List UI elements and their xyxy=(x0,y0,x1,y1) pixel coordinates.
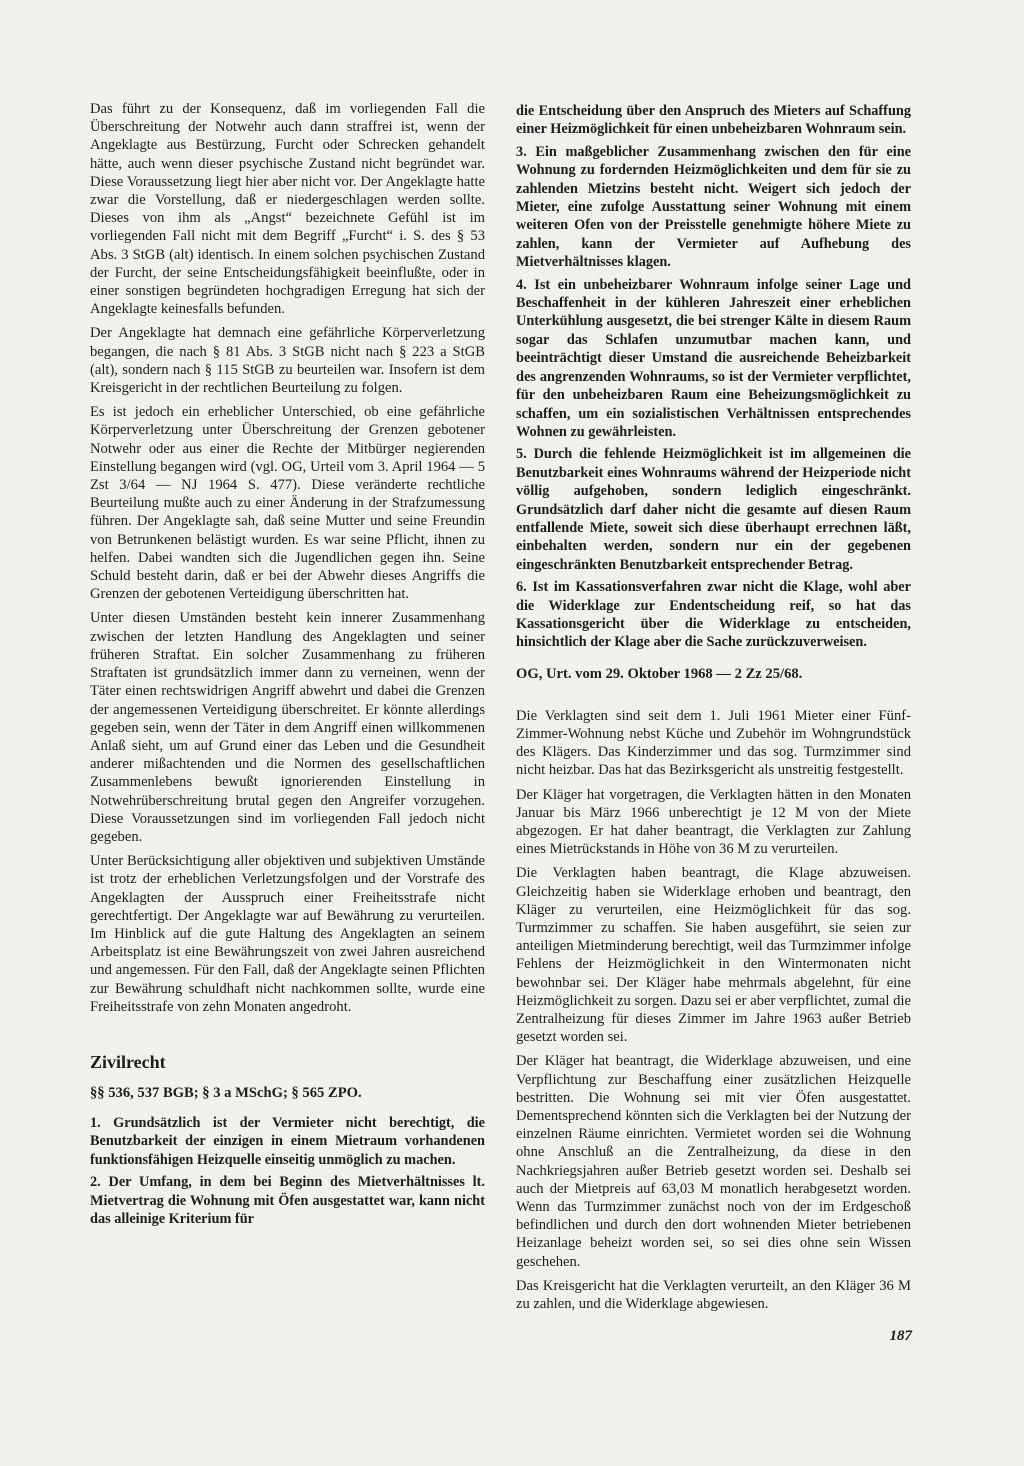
body-paragraph: Die Verklagten sind seit dem 1. Juli 1961 Mieter einer Fünf-Zimmer-Wohnung nebst Küche und Zubehör im Wohngrundstück des Klägers. Das Kinderzimmer und das sog. Turmzimmer sind nicht heizbar. Das hat das Bezirksgericht als unstreitig festgestellt. xyxy=(516,707,911,779)
court-citation: OG, Urt. vom 29. Oktober 1968 — 2 Zz 25/68. xyxy=(516,665,803,682)
headnote: 4. Ist ein unbeheizbarer Wohnraum infolge seiner Lage und Beschaffenheit in der kühleren Jahreszeit einer erheblichen Unterkühlung ausgesetzt, die bei strenger Kälte in diesem Raum sogar das Schlafen unzumutbar machen kann, und beeinträchtigt dieser Umstand die ausreichende Beheizbarkeit des angrenzenden Wohnraums, so ist der Vermieter verpflichtet, für den unbeheizbaren Raum eine Beheizungsmöglichkeit zu schaffen, um ein sozialistischen Verhältnissen entsprechendes Wohnen zu gewährleisten. xyxy=(516,276,911,440)
body-paragraph: Unter diesen Umständen besteht kein innerer Zusammenhang zwischen der letzten Handlung des Angeklagten und seiner früheren Straftat. Ein solcher Zusammenhang zu früheren Straftaten ist grundsätzlich immer dann zu verneinen, wenn der Täter einen rechtswidrigen Angriff abwehrt und dabei die Grenzen der angemessenen Verteidigung überschreitet. Er könnte allerdings gegeben sein, wenn der Täter in dem Angriff einen willkommenen Anlaß sieht, um auf Grund einer das Leben und die Gesundheit anderer mißachtenden und die Normen des gesellschaftlichen Zusammenlebens bewußt ignorierenden Einstellung in Notwehrüberschreitung brutal gegen den Angreifer vorzugehen. Diese Voraussetzungen sind im vorliegenden Fall jedoch nicht gegeben. xyxy=(90,610,485,845)
headnotes xyxy=(90,1114,485,1228)
headnote: 5. Durch die fehlende Heizmöglichkeit ist im allgemeinen die Benutzbarkeit eines Wohnraums während der Heizperiode nicht völlig aufgehoben, sondern lediglich eingeschränkt. Grundsätzlich darf daher nicht die gesamte auf diesen Raum entfallende Miete, soweit sich diese überhaupt errechnen läßt, einbehalten werden, sondern nur ein der gegebenen eingeschränkten Benutzbarkeit entsprechender Betrag. xyxy=(516,446,911,573)
section-heading: Zivilrecht xyxy=(90,1051,166,1072)
headnote: 3. Ein maßgeblicher Zusammenhang zwischen den für eine Wohnung zu fordernden Heizmöglichkeiten und dem für sie zu zahlenden Mietzins besteht nicht. Weigert sich jedoch der Mieter, eine zufolge Ausstattung seiner Wohnung mit einem weiteren Ofen von der Preisstelle genehmigte höhere Miete zu zahlen, kann der Vermieter auf Aufhebung des Mietverhältnisses klagen. xyxy=(516,143,911,271)
headnote: die Entscheidung über den Anspruch des Mieters auf Schaffung einer Heizmöglichkeit für einen unbeheizbaren Wohnraum sein. xyxy=(516,103,911,138)
headnotes xyxy=(516,102,911,652)
statute-references: §§ 536, 537 BGB; § 3 a MSchG; § 565 ZPO. xyxy=(90,1084,362,1101)
headnote: 1. Grundsätzlich ist der Vermieter nicht berechtigt, die Benutzbarkeit der einzigen in einem Mietraum vorhandenen funktionsfähigen Heizquelle einseitig unmöglich zu machen. xyxy=(90,1114,485,1168)
headnote: 6. Ist im Kassationsverfahren zwar nicht die Klage, wohl aber die Widerklage zur Endentscheidung reif, so hat das Kassationsgericht über die Widerklage zu entscheiden, hinsichtlich der Klage aber die Sache zurückzuverweisen. xyxy=(516,579,911,651)
body-paragraph: Der Kläger hat beantragt, die Widerklage abzuweisen, und eine Verpflichtung zur Beschaffung einer zusätzlichen Heizquelle bestritten. Die Wohnung sei mit vier Öfen ausgestattet. Dementsprechend könnten sich die Verklagten bei der Nutzung der einzelnen Räume einrichten. Vermietet worden sei die Wohnung ohne Anschluß an die Zentralheizung, da diese in den Nachkriegsjahren außer Betrieb gesetzt worden sei. Deshalb sei auch der Mietpreis auf 63,03 M monatlich herabgesetzt worden. Wenn das Turmzimmer zunächst noch von der im Erdgeschoß befindlichen und durch den dort wohnenden Mieter betriebenen Heizanlage beheizt worden sei, so sei dies ohne sein Wissen geschehen. xyxy=(516,1053,911,1270)
body-paragraph: Das Kreisgericht hat die Verklagten verurteilt, an den Kläger 36 M zu zahlen, und die Widerklage abgewiesen. xyxy=(516,1277,911,1313)
body-paragraph: Das führt zu der Konsequenz, daß im vorliegenden Fall die Überschreitung der Notwehr auch dann straffrei ist, wenn der Angeklagte aus Bestürzung, Furcht oder Schrecken gehandelt hätte, auch wenn dieser psychische Zustand nicht begründet war. Diese Voraussetzung liegt hier aber nicht vor. Der Angeklagte hatte zwar die Vorstellung, daß er niedergeschlagen werden sollte. Dieses von ihm als „Angst“ bezeichnete Gefühl ist im vorliegenden Fall nicht mit dem Begriff „Furcht“ i. S. des § 53 Abs. 3 StGB (alt) identisch. In einem solchen psychischen Zustand der Furcht, der seine Entscheidungsfähigkeit beeinflußte, oder in einer sonstigen begründeten hochgradigen Erregung hat sich der Angeklagte keinesfalls befunden. xyxy=(90,101,485,318)
body-paragraph: Unter Berücksichtigung aller objektiven und subjektiven Umstände ist trotz der erheblichen Verletzungsfolgen und der Vorstrafe des Angeklagten der Ausspruch einer Freiheitsstrafe nicht gerechtfertigt. Der Angeklagte war auf Bewährung zu verurteilen. Im Hinblick auf die gute Haltung des Angeklagten an seinem Arbeitsplatz ist eine Bewährungszeit von zwei Jahren ausreichend und angemessen. Für den Fall, daß der Angeklagte seinen Pflichten zur Bewährung schuldhaft nicht nachkommen sollte, wurde eine Freiheitsstrafe von zehn Monaten angedroht. xyxy=(90,853,485,1015)
right-column xyxy=(516,102,911,1319)
body-paragraph: Die Verklagten haben beantragt, die Klage abzuweisen. Gleichzeitig haben sie Widerklage erhoben und beantragt, den Kläger zu verurteilen, eine Heizmöglichkeit für das sog. Turmzimmer zu schaffen. Sie haben ausgeführt, sie seien zur anteiligen Mietminderung berechtigt, weil das Turmzimmer infolge Fehlens der Heizmöglichkeit in den Wintermonaten nicht bewohnbar sei. Der Kläger habe mehrmals abgelehnt, für eine Heizmöglichkeit zu sorgen. Dazu sei er aber verpflichtet, zumal die Zentralheizung für dieses Zimmer im Jahre 1963 außer Betrieb gesetzt worden sei. xyxy=(516,865,911,1046)
page-number: 187 xyxy=(889,1328,912,1344)
headnote: 2. Der Umfang, in dem bei Beginn des Mietverhältnisses lt. Mietvertrag die Wohnung mit Öfen ausgestattet war, kann nicht das alleinige Kriterium für xyxy=(90,1174,485,1227)
body-paragraph: Es ist jedoch ein erheblicher Unterschied, ob eine gefährliche Körperverletzung unter Überschreitung der Grenzen gebotener Notwehr oder aus einer die Rechte der Mitbürger negierenden Einstellung begangen wird (vgl. OG, Urteil vom 3. April 1964 — 5 Zst 3/64 — NJ 1964 S. 477). Diese veränderte rechtliche Beurteilung mußte auch zu einer Änderung in der Strafzumessung führen. Der Angeklagte sah, daß seine Mutter und seine Freundin von Betrunkenen belästigt wurden. Es war seine Pflicht, ihnen zu helfen. Dabei wandten sich die Jugendlichen gegen ihn. Seine Schuld besteht darin, daß er bei der Abwehr dieses Angriffs die Grenzen der gebotenen Verteidigung überschritten hat. xyxy=(90,404,485,603)
left-column xyxy=(90,100,485,1232)
body-paragraph: Der Kläger hat vorgetragen, die Verklagten hätten in den Monaten Januar bis März 1966 unberechtigt je 12 M von der Miete abgezogen. Er hat daher beantragt, die Verklagten zur Zahlung eines Mietrückstands in Höhe von 36 M zu verurteilen. xyxy=(516,786,911,858)
body-paragraph: Der Angeklagte hat demnach eine gefährliche Körperverletzung begangen, die nach § 81 Abs. 3 StGB nicht nach § 223 a StGB (alt), sondern nach § 115 StGB zu beurteilen war. Insofern ist dem Kreisgericht in der rechtlichen Beurteilung zu folgen. xyxy=(90,325,485,397)
